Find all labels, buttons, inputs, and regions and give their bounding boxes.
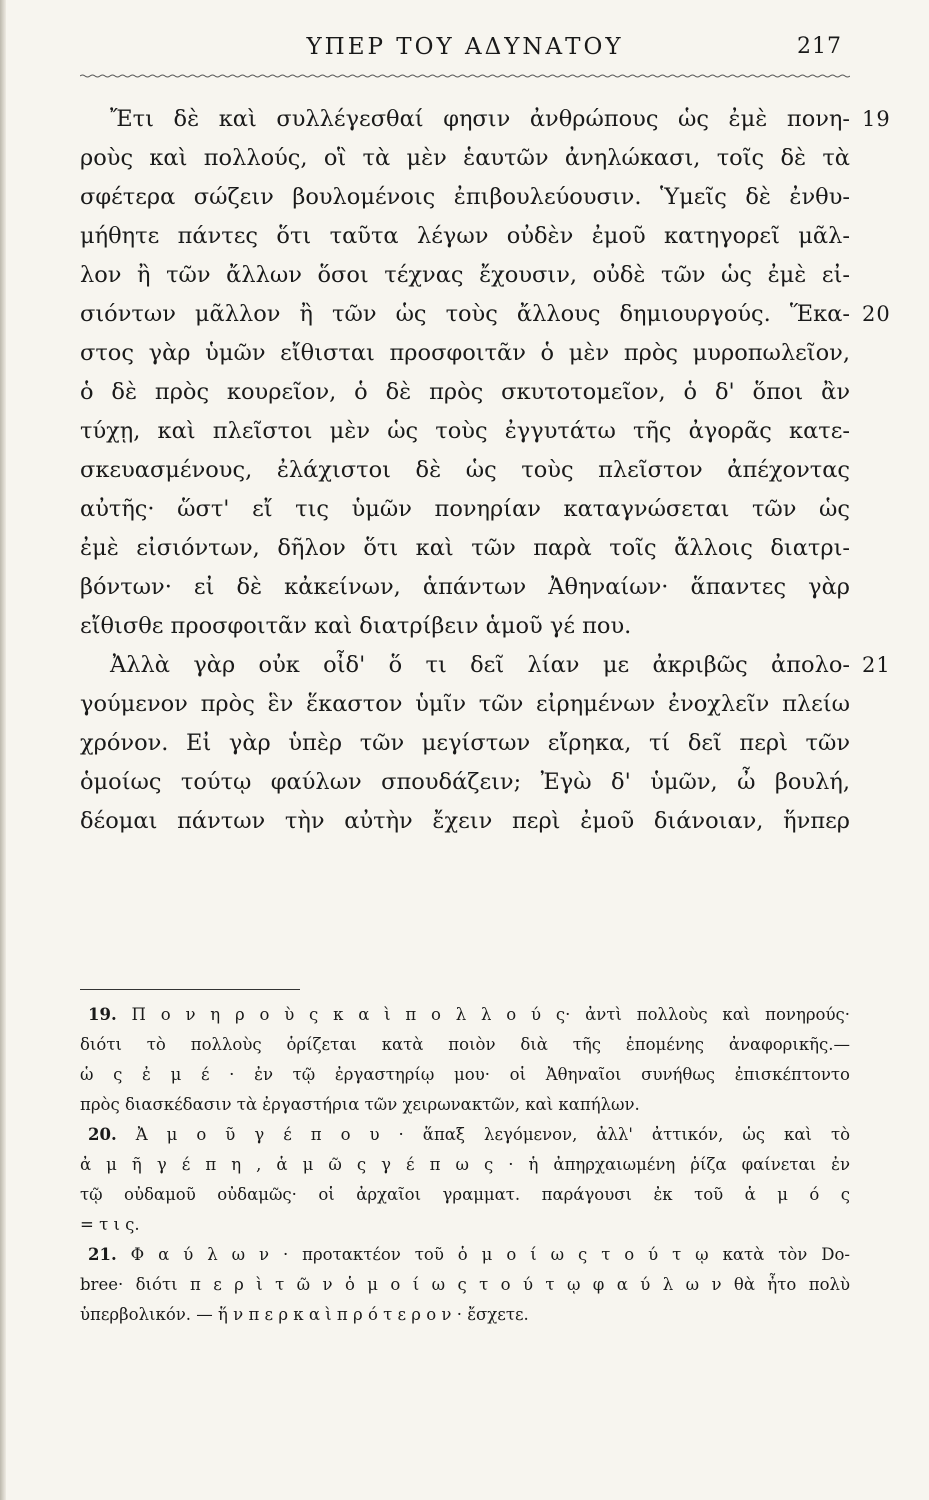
footnotes — [80, 1000, 850, 1330]
footnote-number-21: 21. — [88, 1245, 117, 1264]
running-head — [80, 34, 850, 74]
text-line: ἐμὲ εἰσιόντων, δῆλον ὅτι καὶ τῶν παρὰ τοῖς ἄλλοις διατρι- — [80, 535, 850, 561]
footnote-rule — [80, 989, 300, 990]
text-line: Ἀλλὰ γὰρ οὐκ οἶδ' ὅ τι δεῖ λίαν με ἀκριβῶς ἀπολο- 21 — [80, 646, 850, 685]
page-edge-shadow — [0, 0, 6, 1500]
footnote-line: τῷ οὐδαμοῦ οὐδαμῶς· οἱ ἀρχαῖοι γραμματ. παράγουσι ἐκ τοῦ ἁ μ ό ς — [80, 1185, 850, 1204]
footnote-line: = τ ι ς. — [80, 1215, 140, 1234]
text-line: εἴθισθε προσφοιτᾶν καὶ διατρίβειν ἁμοῦ γέ που. — [80, 613, 632, 639]
footnote-number-20: 20. — [88, 1125, 117, 1144]
text-line: Ἔτι δὲ καὶ συλλέγεσθαί φησιν ἀνθρώπους ὡς ἐμὲ πονη- 19 — [80, 100, 850, 139]
footnote-line: πρὸς διασκέδασιν τὰ ἐργαστήρια τῶν χειρωνακτῶν, καὶ καπήλων. — [80, 1095, 640, 1114]
footnote-line: ἀ μ ῆ γ έ π η , ἁ μ ῶ ς γ έ π ω ς · ἡ ἀπηρχαιωμένη ῥίζα φαίνεται ἐν — [80, 1155, 850, 1174]
text-line: δέομαι πάντων τὴν αὐτὴν ἔχειν περὶ ἐμοῦ διάνοιαν, ἥνπερ — [80, 808, 850, 834]
text-line: μήθητε πάντες ὅτι ταῦτα λέγων οὐδὲν ἐμοῦ κατηγορεῖ μᾶλ- — [80, 223, 850, 249]
footnote-line: 19. Π ο ν η ρ ο ὺ ς κ α ὶ π ο λ λ ο ύ ς· ἀντὶ πολλοὺς καὶ πονηρούς· — [88, 1005, 851, 1024]
text-line: γούμενον πρὸς ἓν ἕκαστον ὑμῖν τῶν εἰρημένων ἐνοχλεῖν πλείω — [80, 691, 850, 717]
footnote-line: bree· διότι π ε ρ ὶ τ ῶ ν ὁ μ ο ί ω ς τ ο ύ τ ῳ φ α ύ λ ω ν θὰ ἦτο πολὺ — [80, 1275, 850, 1294]
text-line: ὁ δὲ πρὸς κουρεῖον, ὁ δὲ πρὸς σκυτοτομεῖον, ὁ δ' ὅποι ἂν — [80, 379, 850, 405]
footnote-number-19: 19. — [88, 1005, 117, 1024]
book-page — [80, 0, 891, 1500]
footnote-line: 20. Ἀ μ ο ῦ γ έ π ο υ · ἅπαξ λεγόμενον, ἀλλ' ἀττικόν, ὡς καὶ τὸ — [88, 1125, 851, 1144]
text-line: σκευασμένους, ἐλάχιστοι δὲ ὡς τοὺς πλεῖστον ἀπέχοντας — [80, 457, 850, 483]
text-line: αὐτῆς· ὥστ' εἴ τις ὑμῶν πονηρίαν καταγνώσεται τῶν ὡς — [80, 496, 850, 522]
section-number-20: 20 — [862, 302, 891, 326]
text-line: βόντων· εἰ δὲ κἀκείνων, ἁπάντων Ἀθηναίων· ἅπαντες γὰρ — [80, 574, 850, 600]
text-line: σιόντων μᾶλλον ἢ τῶν ὡς τοὺς ἄλλους δημιουργούς. Ἕκα- 20 — [80, 295, 850, 334]
header-wavy-rule — [80, 74, 850, 78]
main-text — [80, 100, 891, 841]
text-line: λον ἢ τῶν ἄλλων ὅσοι τέχνας ἔχουσιν, οὐδὲ τῶν ὡς ἐμὲ εἰ- — [80, 262, 850, 288]
footnote-line: ὡ ς ἐ μ έ · ἐν τῷ ἐργαστηρίῳ μου· οἱ Ἀθηναῖοι συνήθως ἐπισκέπτοντο — [80, 1065, 850, 1084]
text-line: ὁμοίως τούτῳ φαύλων σπουδάζειν; Ἐγὼ δ' ὑμῶν, ὦ βουλή, — [80, 769, 850, 795]
section-number-19: 19 — [862, 107, 891, 131]
text-line: χρόνον. Εἰ γὰρ ὑπὲρ τῶν μεγίστων εἴρηκα, τί δεῖ περὶ τῶν — [80, 730, 850, 756]
footnote-line: διότι τὸ πολλοὺς ὁρίζεται κατὰ ποιὸν διὰ τῆς ἑπομένης ἀναφορικῆς.— — [80, 1035, 850, 1054]
footnote-line: ὑπερβολικόν. — ἥ ν π ε ρ κ α ὶ π ρ ό τ ε ρ ο ν · ἔσχετε. — [80, 1305, 529, 1324]
footnote-line: 21. Φ α ύ λ ω ν · προτακτέον τοῦ ὁ μ ο ί ω ς τ ο ύ τ ῳ κατὰ τὸν Do- — [88, 1245, 851, 1264]
page-number: 217 — [797, 34, 842, 59]
text-line: σφέτερα σώζειν βουλομένοις ἐπιβουλεύουσιν. Ὑμεῖς δὲ ἐνθυ- — [80, 184, 850, 210]
text-line: ροὺς καὶ πολλούς, οἳ τὰ μὲν ἑαυτῶν ἀνηλώκασι, τοῖς δὲ τὰ — [80, 145, 850, 171]
section-number-21: 21 — [862, 653, 891, 677]
text-line: στος γὰρ ὑμῶν εἴθισται προσφοιτᾶν ὁ μὲν πρὸς μυροπωλεῖον, — [80, 340, 850, 366]
text-line: τύχῃ, καὶ πλεῖστοι μὲν ὡς τοὺς ἐγγυτάτω τῆς ἀγορᾶς κατε- — [80, 418, 850, 444]
running-title: ΥΠΕΡ ΤΟΥ ΑΔΥΝΑΤΟΥ — [306, 34, 624, 60]
